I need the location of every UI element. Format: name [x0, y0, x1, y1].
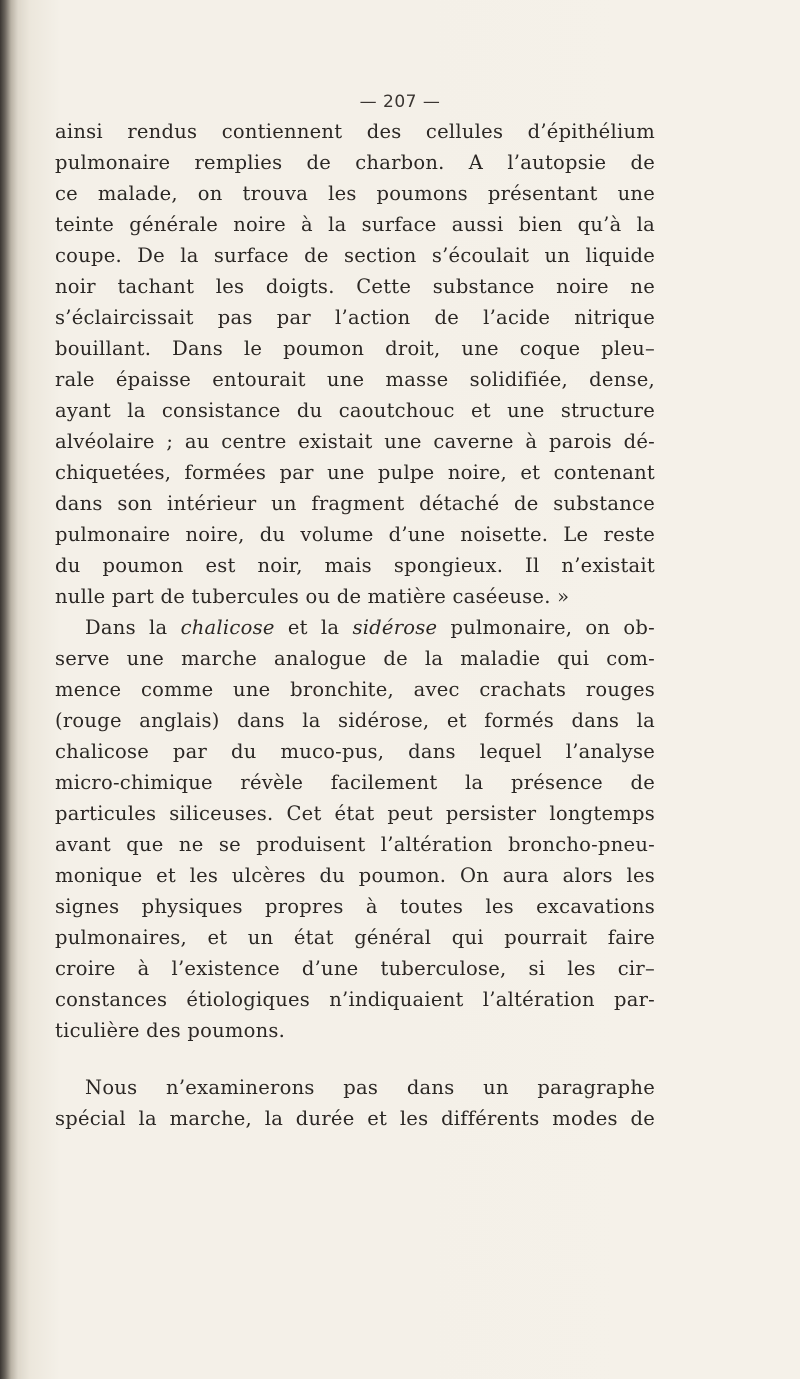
text-line: noir tachant les doigts. Cette substance noire ne — [55, 275, 655, 298]
text-line: s’éclaircissait pas par l’action de l’acide nitrique — [55, 306, 655, 329]
text-run: pulmonaire, on ob- — [437, 616, 655, 639]
text-line: constances étiologiques n’indiquaient l’altération par- — [55, 988, 655, 1011]
text-line: particules siliceuses. Cet état peut persister longtemps — [55, 802, 655, 825]
text-line: monique et les ulcères du poumon. On aura alors les — [55, 864, 655, 887]
text-line — [55, 612, 655, 643]
text-line: avant que ne se produisent l’altération broncho-pneu- — [55, 833, 655, 856]
page-number: — 207 — — [359, 92, 441, 112]
text-line: ticulière des poumons. — [55, 1019, 286, 1042]
text-line: dans son intérieur un fragment détaché de substance — [55, 492, 655, 515]
text-line: Nous n’examinerons pas dans un paragraphe — [85, 1076, 655, 1099]
text-line: nulle part de tubercules ou de matière caséeuse. » — [55, 585, 570, 608]
text-line: pulmonaire remplies de charbon. A l’autopsie de — [55, 151, 655, 174]
text-line: signes physiques propres à toutes les excavations — [55, 895, 655, 918]
text-line: ce malade, on trouva les poumons présentant une — [55, 182, 655, 205]
text-line: rale épaisse entourait une masse solidifiée, dense, — [55, 368, 655, 391]
text-line: bouillant. Dans le poumon droit, une coque pleu– — [55, 337, 655, 360]
text-line: pulmonaires, et un état général qui pourrait faire — [55, 926, 655, 949]
text-run: Dans la — [85, 616, 181, 639]
text-line: serve une marche analogue de la maladie qui com- — [55, 647, 655, 670]
paragraph-3 — [55, 1072, 655, 1134]
text-line: ainsi rendus contiennent des cellules d’épithélium — [55, 120, 655, 143]
text-line: teinte générale noire à la surface aussi bien qu’à la — [55, 213, 655, 236]
text-line: alvéolaire ; au centre existait une caverne à parois dé- — [55, 430, 655, 453]
text-run: et la — [274, 616, 353, 639]
text-line: ayant la consistance du caoutchouc et une structure — [55, 399, 655, 422]
text-line: spécial la marche, la durée et les différents modes de — [55, 1107, 655, 1130]
text-line: coupe. De la surface de section s’écoulait un liquide — [55, 244, 655, 267]
text-line: pulmonaire noire, du volume d’une noisette. Le reste — [55, 523, 655, 546]
italic-term-chalicose: chalicose — [180, 616, 275, 639]
text-line: chalicose par du muco-pus, dans lequel l’analyse — [55, 740, 655, 763]
text-line: mence comme une bronchite, avec crachats rouges — [55, 678, 655, 701]
text-line: (rouge anglais) dans la sidérose, et formés dans la — [55, 709, 655, 732]
italic-term-siderose: sidérose — [352, 616, 438, 639]
text-line: chiquetées, formées par une pulpe noire, et contenant — [55, 461, 655, 484]
body-text — [55, 116, 655, 1134]
text-line: micro-chimique révèle facilement la présence de — [55, 771, 655, 794]
text-line: du poumon est noir, mais spongieux. Il n’existait — [55, 554, 655, 577]
paragraph-2 — [55, 612, 655, 1046]
text-line: croire à l’existence d’une tuberculose, si les cir– — [55, 957, 655, 980]
paragraph-1 — [55, 116, 655, 612]
